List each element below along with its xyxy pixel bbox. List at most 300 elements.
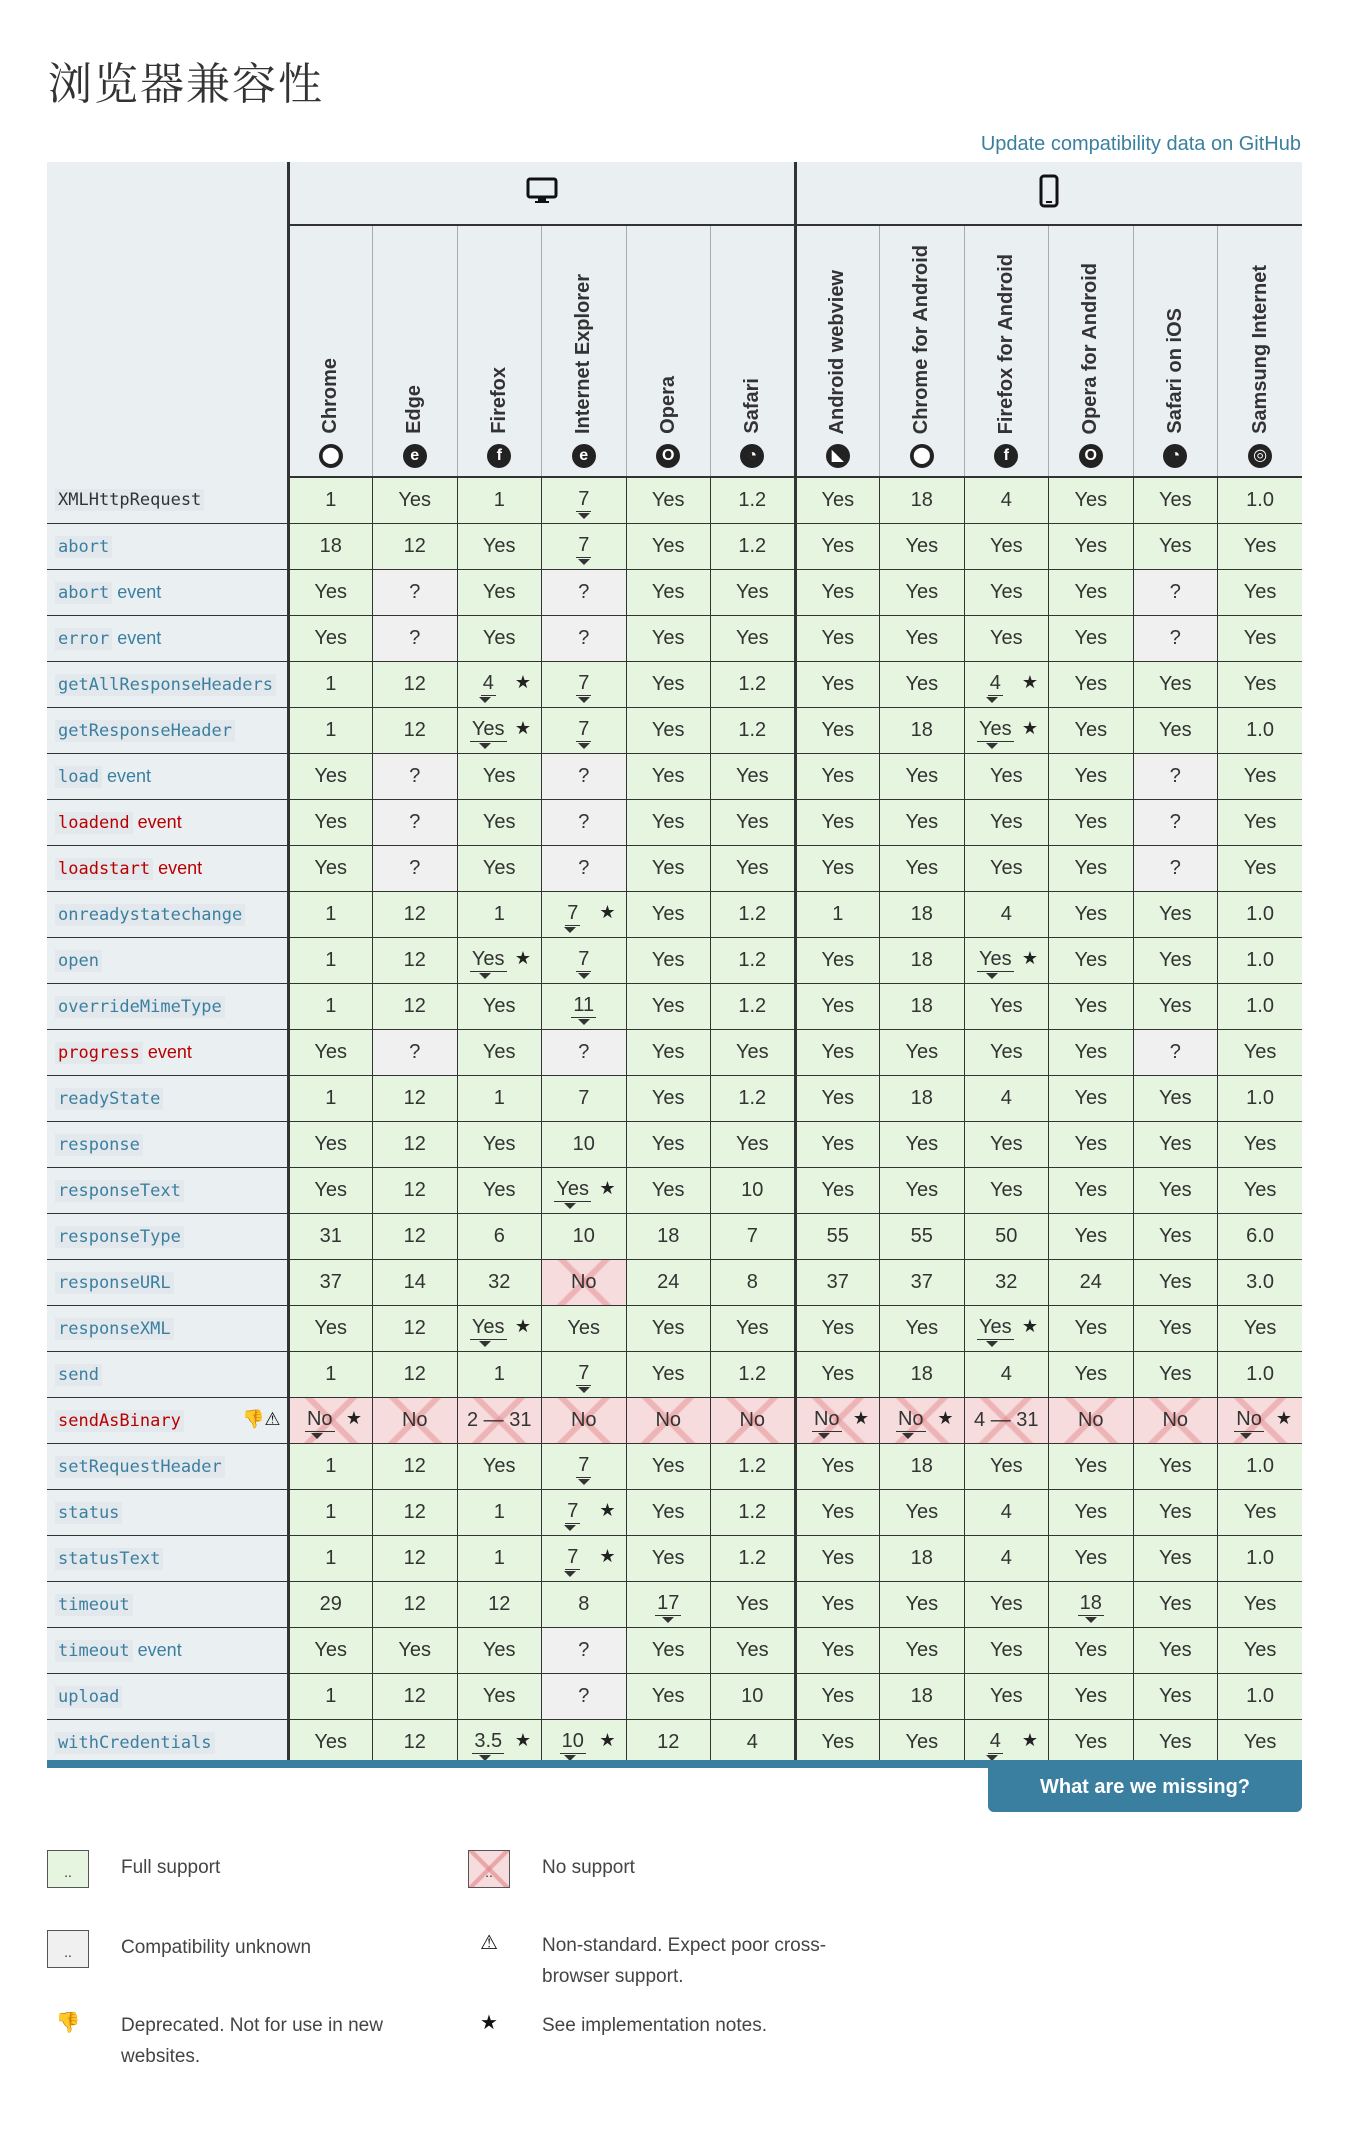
support-value: 1	[325, 488, 337, 511]
support-cell	[542, 1673, 627, 1719]
support-value: 1	[493, 1500, 505, 1523]
support-cell[interactable]	[795, 1397, 880, 1443]
support-cell[interactable]	[964, 1305, 1049, 1351]
support-value: Yes	[1243, 1592, 1277, 1615]
support-value: Yes	[482, 1132, 516, 1155]
support-cell[interactable]	[880, 1397, 965, 1443]
support-cell	[542, 615, 627, 661]
support-cell	[288, 1489, 373, 1535]
expand-caret-icon[interactable]	[662, 1617, 674, 1623]
support-value: Yes	[1158, 1132, 1192, 1155]
support-value: ?	[578, 856, 590, 879]
support-cell	[964, 477, 1049, 523]
support-value: Yes	[651, 764, 685, 787]
support-value: 7	[578, 948, 590, 970]
table-row	[47, 569, 1302, 615]
support-value: Yes	[651, 994, 685, 1017]
feature-name[interactable]	[47, 1305, 288, 1351]
support-value: 1.2	[738, 534, 767, 557]
support-value: ?	[409, 626, 421, 649]
support-value: Yes	[989, 626, 1023, 649]
star-icon: ★	[852, 1407, 870, 1428]
expand-caret-icon[interactable]	[986, 743, 998, 749]
support-value: Yes	[1158, 534, 1192, 557]
support-cell[interactable]	[542, 983, 627, 1029]
what-are-we-missing-button[interactable]: What are we missing?	[988, 1760, 1302, 1812]
legend-full-text: Full support	[121, 1857, 221, 1878]
support-value: Yes	[905, 672, 939, 695]
support-cell	[1049, 477, 1134, 523]
support-cell	[880, 1627, 965, 1673]
expand-caret-icon[interactable]	[986, 973, 998, 979]
expand-caret-icon[interactable]	[564, 1203, 576, 1209]
support-cell	[1218, 753, 1303, 799]
support-value: 18	[319, 534, 342, 557]
feature-name	[47, 477, 288, 523]
feature-name[interactable]	[47, 845, 288, 891]
feature-name[interactable]	[47, 1259, 288, 1305]
support-value: Yes	[1158, 902, 1192, 925]
support-cell	[880, 1121, 965, 1167]
support-cell	[1218, 983, 1303, 1029]
star-icon: ★	[1021, 671, 1039, 692]
feature-name[interactable]	[47, 1397, 288, 1443]
support-value: 18	[657, 1224, 680, 1247]
support-cell[interactable]	[542, 937, 627, 983]
support-value: 7	[578, 488, 590, 511]
feature-name[interactable]	[47, 569, 288, 615]
support-value: 1	[325, 672, 337, 695]
support-cell	[288, 845, 373, 891]
support-cell	[795, 661, 880, 707]
expand-caret-icon[interactable]	[479, 697, 491, 703]
support-cell	[626, 937, 711, 983]
support-value: Yes	[821, 1040, 855, 1063]
support-value: Yes	[1074, 948, 1108, 971]
expand-caret-icon[interactable]	[818, 1433, 830, 1439]
support-value: 1	[832, 902, 844, 925]
feature-name[interactable]	[47, 615, 288, 661]
support-cell	[373, 523, 458, 569]
support-value: 1.2	[738, 1500, 767, 1523]
feature-name[interactable]	[47, 1213, 288, 1259]
support-cell	[626, 845, 711, 891]
support-cell	[795, 937, 880, 983]
support-cell	[1218, 891, 1303, 937]
feature-name[interactable]	[47, 1121, 288, 1167]
support-value: 8	[746, 1270, 758, 1293]
expand-caret-icon[interactable]	[902, 1433, 914, 1439]
feature-code: upload	[55, 1686, 122, 1708]
support-value: Yes	[314, 1730, 348, 1753]
support-value: Yes	[905, 626, 939, 649]
expand-caret-icon[interactable]	[564, 1571, 576, 1577]
support-value: 6	[493, 1224, 505, 1247]
support-value: 1	[325, 1684, 337, 1707]
support-value: Yes	[978, 1316, 1012, 1338]
legend-no-box: ..	[468, 1850, 510, 1888]
support-value: Yes	[1074, 902, 1108, 925]
support-cell	[288, 707, 373, 753]
support-value: 55	[826, 1224, 849, 1247]
table-row	[47, 1443, 1302, 1489]
support-value: 55	[910, 1224, 933, 1247]
feature-name[interactable]	[47, 1075, 288, 1121]
support-value: Yes	[905, 810, 939, 833]
support-cell	[1133, 1673, 1218, 1719]
support-value: ?	[578, 626, 590, 649]
support-value: 7	[578, 534, 590, 556]
expand-caret-icon[interactable]	[578, 559, 590, 565]
support-cell	[1218, 799, 1303, 845]
support-value: Yes	[1243, 672, 1277, 695]
support-value: Yes	[735, 1592, 769, 1615]
support-cell[interactable]	[457, 1719, 542, 1765]
support-value: Yes	[314, 856, 348, 879]
support-value: Yes	[978, 948, 1012, 970]
support-value: Yes	[1243, 1500, 1277, 1523]
support-value: Yes	[1074, 626, 1108, 649]
feature-code: loadstart	[55, 858, 153, 880]
support-cell	[964, 615, 1049, 661]
support-cell	[711, 799, 796, 845]
legend-notes-text: See implementation notes.	[542, 2015, 767, 2036]
support-cell[interactable]	[542, 1489, 627, 1535]
support-value: 12	[403, 1224, 426, 1247]
support-cell	[711, 983, 796, 1029]
browser-name: Chrome	[319, 358, 342, 434]
support-cell[interactable]	[964, 1719, 1049, 1765]
support-cell	[711, 1397, 796, 1443]
support-cell	[795, 1581, 880, 1627]
star-icon: ★	[599, 1545, 616, 1566]
table-row	[47, 845, 1302, 891]
support-cell	[880, 1029, 965, 1075]
feature-suffix: event	[142, 1041, 192, 1062]
support-cell	[1218, 1029, 1303, 1075]
support-value: 1.2	[738, 718, 767, 741]
support-value: Yes	[1074, 718, 1108, 741]
support-value: Yes	[1158, 1270, 1192, 1293]
support-cell[interactable]	[1049, 1581, 1134, 1627]
support-value: Yes	[314, 1316, 348, 1339]
feature-name[interactable]	[47, 1535, 288, 1581]
support-cell[interactable]	[542, 1167, 627, 1213]
browser-name: Chrome for Android	[910, 244, 933, 434]
support-value: 6.0	[1246, 1224, 1274, 1247]
support-cell	[457, 845, 542, 891]
support-value: Yes	[978, 718, 1012, 740]
support-cell	[626, 1535, 711, 1581]
support-cell[interactable]	[288, 1397, 373, 1443]
support-cell	[288, 523, 373, 569]
support-cell	[626, 1213, 711, 1259]
support-value: 12	[488, 1592, 511, 1615]
feature-suffix: event	[101, 765, 151, 786]
support-value: Yes	[735, 764, 769, 787]
support-value: 12	[403, 718, 426, 741]
expand-caret-icon[interactable]	[578, 513, 590, 519]
feature-name[interactable]	[47, 707, 288, 753]
support-value: Yes	[1158, 994, 1192, 1017]
support-cell	[711, 1719, 796, 1765]
support-value: Yes	[651, 580, 685, 603]
support-cell	[795, 1029, 880, 1075]
feature-code: open	[55, 950, 102, 972]
support-cell[interactable]	[542, 1443, 627, 1489]
feature-name[interactable]	[47, 983, 288, 1029]
support-value: ?	[409, 764, 421, 787]
star-icon: ★	[345, 1407, 362, 1428]
support-cell[interactable]	[542, 661, 627, 707]
support-cell	[1133, 1489, 1218, 1535]
star-icon: ★	[1021, 947, 1039, 968]
feature-code: overrideMimeType	[55, 996, 225, 1018]
support-cell	[880, 1167, 965, 1213]
support-cell	[373, 1121, 458, 1167]
expand-caret-icon[interactable]	[1085, 1617, 1097, 1623]
support-value: Yes	[821, 994, 855, 1017]
feature-name[interactable]	[47, 1029, 288, 1075]
support-value: 4	[1000, 1086, 1012, 1109]
support-cell	[373, 937, 458, 983]
expand-caret-icon[interactable]	[578, 1479, 590, 1485]
support-value: Yes	[735, 1316, 769, 1339]
table-row	[47, 983, 1302, 1029]
expand-caret-icon[interactable]	[311, 1433, 323, 1439]
expand-caret-icon[interactable]	[1240, 1433, 1252, 1439]
support-cell[interactable]	[542, 1351, 627, 1397]
support-cell[interactable]	[457, 937, 542, 983]
support-value: 4	[1000, 902, 1012, 925]
support-cell	[880, 937, 965, 983]
expand-caret-icon[interactable]	[578, 1019, 590, 1025]
support-value: Yes	[821, 1500, 855, 1523]
expand-caret-icon[interactable]	[564, 927, 576, 933]
support-cell[interactable]	[457, 1305, 542, 1351]
edge-icon: e	[403, 444, 427, 468]
support-value: Yes	[651, 1546, 685, 1569]
support-cell	[542, 1075, 627, 1121]
support-value: 7	[578, 1362, 590, 1384]
support-value: 4	[482, 672, 494, 694]
feature-name[interactable]	[47, 523, 288, 569]
support-cell[interactable]	[964, 937, 1049, 983]
support-value: 7	[746, 1224, 758, 1247]
support-cell	[457, 1581, 542, 1627]
support-cell[interactable]	[964, 661, 1049, 707]
support-value: Yes	[651, 948, 685, 971]
support-cell	[880, 523, 965, 569]
support-value: Yes	[651, 902, 685, 925]
feature-code: onreadystatechange	[55, 904, 245, 926]
support-value: Yes	[821, 1546, 855, 1569]
feature-name[interactable]	[47, 1581, 288, 1627]
support-value: Yes	[821, 1086, 855, 1109]
support-cell	[373, 1351, 458, 1397]
support-cell[interactable]	[1218, 1397, 1303, 1443]
support-value: 29	[319, 1592, 342, 1615]
expand-caret-icon[interactable]	[479, 973, 491, 979]
feature-name[interactable]	[47, 1627, 288, 1673]
support-value: 24	[657, 1270, 680, 1293]
feature-name[interactable]	[47, 937, 288, 983]
support-cell	[626, 1443, 711, 1489]
feature-name[interactable]	[47, 1443, 288, 1489]
support-cell	[457, 1167, 542, 1213]
support-cell	[457, 983, 542, 1029]
table-row	[47, 477, 1302, 523]
support-value: Yes	[1074, 994, 1108, 1017]
support-value: Yes	[905, 1500, 939, 1523]
support-value: Yes	[1243, 856, 1277, 879]
support-cell[interactable]	[964, 707, 1049, 753]
support-cell[interactable]	[457, 661, 542, 707]
support-cell	[880, 891, 965, 937]
support-cell	[1218, 615, 1303, 661]
support-value: 1.2	[738, 488, 767, 511]
support-value: Yes	[482, 580, 516, 603]
support-cell	[1133, 1581, 1218, 1627]
support-cell[interactable]	[542, 477, 627, 523]
support-cell	[1218, 937, 1303, 983]
expand-caret-icon[interactable]	[986, 697, 998, 703]
support-cell	[711, 615, 796, 661]
support-cell	[1218, 1535, 1303, 1581]
support-cell	[1218, 1627, 1303, 1673]
support-value: Yes	[1074, 1086, 1108, 1109]
feature-name[interactable]	[47, 1673, 288, 1719]
support-cell	[288, 1719, 373, 1765]
support-value: Yes	[482, 856, 516, 879]
support-cell[interactable]	[457, 707, 542, 753]
expand-caret-icon[interactable]	[564, 1525, 576, 1531]
support-cell	[288, 1535, 373, 1581]
support-value: ?	[578, 580, 590, 603]
support-cell[interactable]	[542, 707, 627, 753]
feature-name[interactable]	[47, 1167, 288, 1213]
support-cell	[1049, 1397, 1134, 1443]
support-cell	[288, 1443, 373, 1489]
support-cell	[964, 891, 1049, 937]
support-value: ?	[1169, 810, 1181, 833]
support-value: Yes	[821, 1730, 855, 1753]
support-value: Yes	[1158, 1362, 1192, 1385]
support-cell[interactable]	[542, 523, 627, 569]
support-value: Yes	[1074, 580, 1108, 603]
expand-caret-icon[interactable]	[986, 1341, 998, 1347]
support-cell	[1133, 1535, 1218, 1581]
feature-suffix: event	[112, 581, 162, 602]
support-value: 10	[572, 1224, 595, 1247]
support-cell	[373, 661, 458, 707]
chrome-icon: ⬤	[319, 444, 343, 468]
legend-no-text: No support	[542, 1857, 635, 1878]
support-value: 24	[1079, 1270, 1102, 1293]
feature-name[interactable]	[47, 1489, 288, 1535]
support-cell	[1049, 1029, 1134, 1075]
support-value: Yes	[567, 1316, 601, 1339]
feature-name[interactable]	[47, 661, 288, 707]
support-value: Yes	[651, 1132, 685, 1155]
support-cell	[1049, 1443, 1134, 1489]
page-title: 浏览器兼容性	[48, 59, 324, 110]
browser-header	[1218, 225, 1303, 477]
expand-caret-icon[interactable]	[578, 697, 590, 703]
support-cell	[626, 983, 711, 1029]
support-cell	[288, 1581, 373, 1627]
support-value: 1.2	[738, 994, 767, 1017]
support-value: 12	[403, 902, 426, 925]
support-cell	[1049, 1167, 1134, 1213]
support-cell	[711, 1673, 796, 1719]
support-cell	[711, 661, 796, 707]
expand-caret-icon[interactable]	[578, 973, 590, 979]
support-value: Yes	[1243, 1316, 1277, 1339]
support-value: 37	[319, 1270, 342, 1293]
support-value: Yes	[1243, 810, 1277, 833]
browser-name: Firefox	[487, 367, 510, 434]
support-cell	[795, 1535, 880, 1581]
support-cell	[457, 1673, 542, 1719]
support-cell	[880, 707, 965, 753]
feature-name[interactable]	[47, 799, 288, 845]
support-value: 12	[403, 1500, 426, 1523]
expand-caret-icon[interactable]	[578, 743, 590, 749]
feature-code: send	[55, 1364, 102, 1386]
support-cell	[711, 1075, 796, 1121]
support-cell	[373, 1167, 458, 1213]
browser-header	[964, 225, 1049, 477]
support-cell[interactable]	[542, 1535, 627, 1581]
support-cell	[1133, 661, 1218, 707]
expand-caret-icon[interactable]	[479, 1341, 491, 1347]
support-value: 12	[403, 534, 426, 557]
feature-name[interactable]	[47, 1351, 288, 1397]
support-cell[interactable]	[542, 891, 627, 937]
expand-caret-icon[interactable]	[479, 743, 491, 749]
support-cell	[1049, 1213, 1134, 1259]
github-update-link[interactable]: Update compatibility data on GitHub	[980, 133, 1301, 155]
support-cell	[542, 753, 627, 799]
browser-header	[795, 225, 880, 477]
support-value: Yes	[651, 1086, 685, 1109]
support-cell	[880, 1213, 965, 1259]
desktop-icon	[526, 177, 558, 205]
feature-name[interactable]	[47, 891, 288, 937]
support-cell	[542, 1627, 627, 1673]
feature-code: withCredentials	[55, 1732, 215, 1754]
support-cell[interactable]	[542, 1719, 627, 1765]
support-value: 1	[325, 994, 337, 1017]
support-value: Yes	[905, 764, 939, 787]
support-value: 50	[995, 1224, 1018, 1247]
support-value: ?	[578, 764, 590, 787]
support-value: Yes	[1074, 1546, 1108, 1569]
support-value: Yes	[1243, 1638, 1277, 1661]
expand-caret-icon[interactable]	[578, 1387, 590, 1393]
support-cell	[795, 1673, 880, 1719]
support-value: 12	[403, 1362, 426, 1385]
support-cell[interactable]	[626, 1581, 711, 1627]
feature-name[interactable]	[47, 1719, 288, 1765]
feature-name[interactable]	[47, 753, 288, 799]
support-cell	[373, 1305, 458, 1351]
support-cell	[795, 1489, 880, 1535]
support-cell	[964, 1121, 1049, 1167]
support-value: Yes	[398, 1638, 432, 1661]
support-cell	[1049, 799, 1134, 845]
